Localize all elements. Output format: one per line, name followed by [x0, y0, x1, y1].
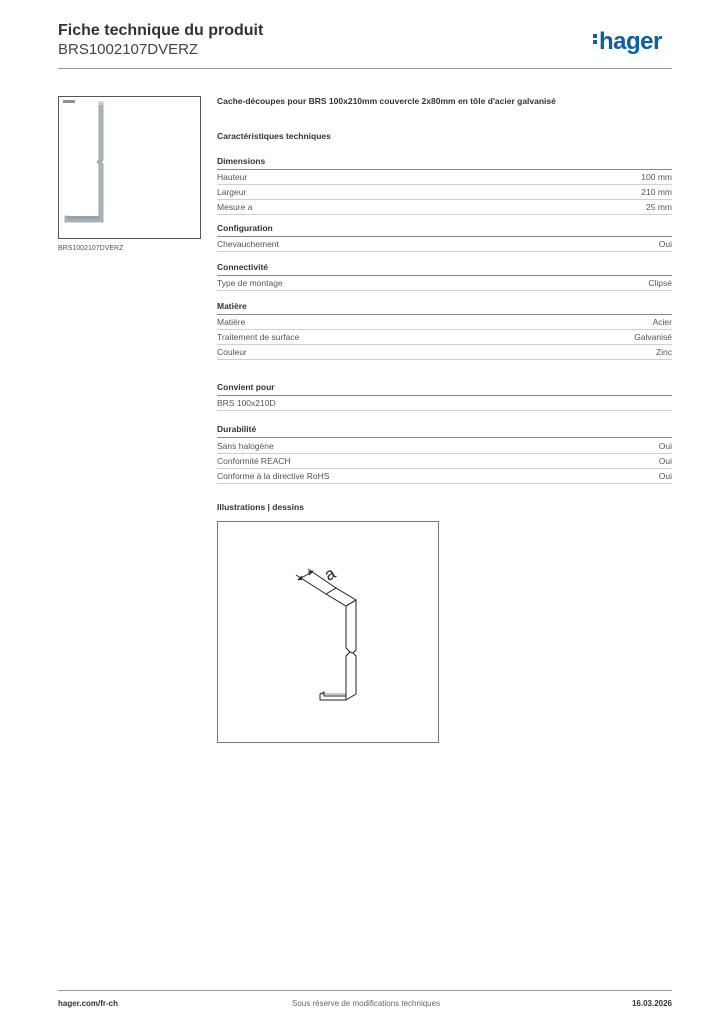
footer-notice: Sous réserve de modifications techniques	[292, 999, 441, 1008]
spec-row	[217, 237, 672, 252]
page-title: Fiche technique du produit	[58, 22, 264, 39]
footer-date: 16.03.2026	[631, 999, 672, 1008]
spec-row	[217, 439, 672, 454]
spec-row	[217, 185, 672, 200]
spec-value: Oui	[658, 471, 672, 481]
footer-divider	[58, 990, 672, 991]
footer-website-link[interactable]: hager.com/fr-ch	[58, 999, 119, 1008]
spec-label: Type de montage	[217, 278, 283, 288]
illustrations-heading: Illustrations | dessins	[217, 502, 304, 512]
group-title-configuration: Configuration	[217, 223, 672, 237]
spec-row	[217, 469, 672, 484]
product-reference: BRS1002107DVERZ	[58, 41, 199, 58]
spec-label: Mesure a	[217, 202, 253, 212]
group-title-connectivite: Connectivité	[217, 262, 672, 276]
spec-value: Clipsé	[648, 278, 672, 288]
product-image-caption: BRS1002107DVERZ	[58, 245, 124, 252]
spec-label: Sans halogène	[217, 441, 274, 451]
spec-label: Couleur	[217, 347, 247, 357]
spec-value: Galvanisé	[634, 332, 672, 342]
spec-label: Largeur	[217, 187, 247, 197]
spec-label: Matière	[217, 317, 246, 327]
technical-drawing	[217, 521, 439, 743]
spec-value: Oui	[658, 456, 672, 466]
group-title-durabilite: Durabilité	[217, 424, 672, 438]
spec-label: Hauteur	[217, 172, 248, 182]
spec-row	[217, 330, 672, 345]
spec-row	[217, 454, 672, 469]
spec-row	[217, 276, 672, 291]
specs-heading: Caractéristiques techniques	[217, 131, 331, 141]
spec-row	[217, 170, 672, 185]
product-image	[58, 96, 201, 239]
spec-label: Conformité REACH	[217, 456, 291, 466]
spec-value: Acier	[652, 317, 672, 327]
hager-logo	[593, 28, 662, 56]
group-title-dimensions: Dimensions	[217, 156, 672, 170]
spec-value: Oui	[658, 239, 672, 249]
logo-dots-icon	[593, 32, 597, 46]
group-title-convient: Convient pour	[217, 382, 672, 396]
dimension-drawing-icon	[218, 522, 438, 742]
spec-row	[217, 396, 672, 411]
spec-label: BRS 100x210D	[217, 398, 276, 408]
product-description: Cache-découpes pour BRS 100x210mm couvercle 2x80mm en tôle d'acier galvanisé	[217, 96, 556, 106]
spec-value: 100 mm	[641, 172, 672, 182]
spec-value: 210 mm	[641, 187, 672, 197]
spec-row	[217, 345, 672, 360]
logo-text: hager	[599, 28, 662, 55]
spec-label: Chevauchement	[217, 239, 279, 249]
group-title-matiere: Matière	[217, 301, 672, 315]
spec-value: Oui	[658, 441, 672, 451]
spec-value: 25 mm	[646, 202, 672, 212]
spec-row	[217, 315, 672, 330]
spec-value: Zinc	[655, 347, 672, 357]
dimension-label-a: a	[321, 563, 339, 585]
product-photo-icon	[59, 97, 200, 238]
spec-label: Traitement de surface	[217, 332, 300, 342]
spec-row	[217, 200, 672, 215]
header-divider	[58, 68, 672, 69]
spec-label: Conforme à la directive RoHS	[217, 471, 330, 481]
